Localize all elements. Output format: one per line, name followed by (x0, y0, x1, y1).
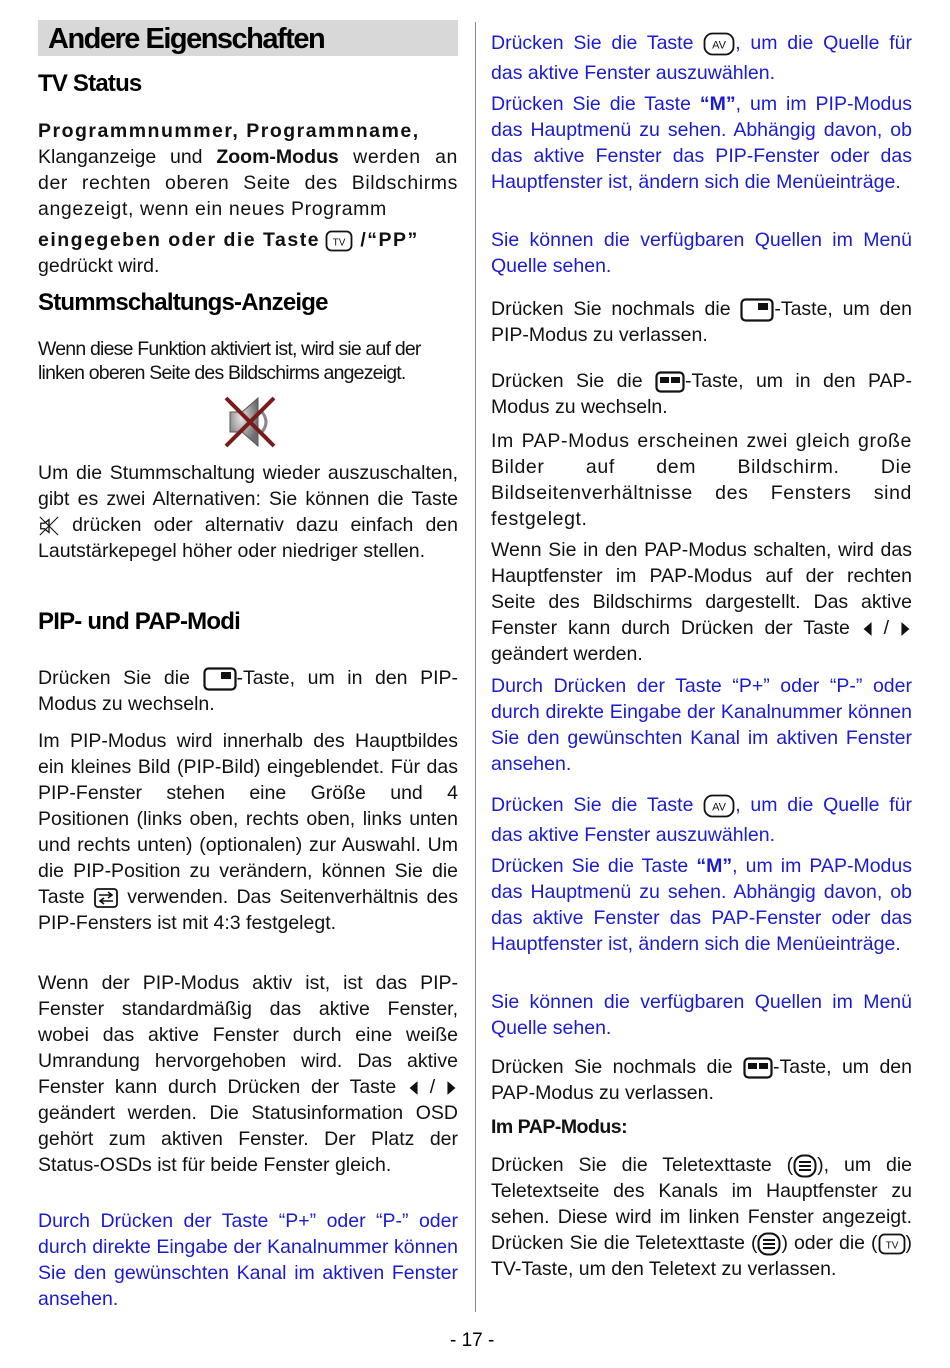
swap-position-icon (93, 888, 119, 908)
left-arrow-icon (407, 1080, 419, 1096)
r5-text-a: Drücken Sie die (491, 370, 643, 392)
r7-text-a: Wenn Sie in den PAP-Modus schalten, wird das Hauptfenster im PAP-Modus auf der rechten Seite des Bildschirms dargestellt. Das aktive Fenster kann durch Drücken der Taste (491, 539, 912, 639)
right-paragraph-12 (491, 1054, 912, 1106)
tv-status-paragraph-1 (38, 118, 458, 222)
r10-text-a: Drücken Sie die Taste (491, 855, 697, 877)
mute-paragraph-1: Wenn diese Funktion aktiviert ist, wird sie auf der linken oberen Seite des Bildschirms angezeigt. (38, 338, 421, 384)
pap-key-icon (655, 371, 685, 393)
r4-text-a: Drücken Sie nochmals die (491, 298, 731, 320)
pip-paragraph-1 (38, 665, 458, 717)
tv-status-rest: gedrückt wird. (38, 255, 160, 277)
mute-paragraph-2 (38, 460, 458, 564)
tv-status-bold-text: Programmnummer, Programmname, (38, 120, 420, 142)
pip-key-icon (740, 298, 774, 322)
pip-key-icon (203, 667, 237, 691)
mute-key-icon (38, 515, 60, 537)
r14-text-a: Drücken Sie die Teletexttaste ( (491, 1154, 794, 1176)
r1-text-a: Drücken Sie die Taste (491, 32, 694, 54)
right-paragraph-7 (491, 537, 912, 667)
slash-text: / (883, 617, 890, 639)
r14-text-b: ), um die Teletextseite des Kanals im Hauptfenster zu sehen. Diese wird im linken Fenster angezeigt. Drücken Sie die Teletexttaste ( (491, 1154, 913, 1254)
mute-text-a: Um die Stummschaltung wieder auszuschalten, gibt es zwei Alternativen: Sie können die Taste (38, 462, 458, 510)
teletext-key-icon (793, 1154, 817, 1178)
pip-text-b: -Taste, um in den PIP-Modus zu wechseln. (38, 667, 459, 715)
pip-paragraph-2 (38, 728, 458, 936)
tv-status-text-a: Klanganzeige und (38, 146, 217, 168)
pip-pap-heading: PIP- und PAP-Modi (38, 608, 240, 635)
av-key-icon (703, 32, 735, 56)
right-paragraph-9 (491, 790, 912, 850)
tv-status-paragraph-2 (38, 227, 458, 279)
right-paragraph-3: Sie können die verfügbaren Quellen im Menü Quelle sehen. (491, 229, 912, 277)
right-paragraph-14 (491, 1152, 912, 1282)
right-arrow-icon (900, 621, 912, 637)
section-title: Andere Eigenschaften (48, 23, 325, 55)
column-divider (475, 22, 476, 1312)
page-number: - 17 - (450, 1330, 495, 1351)
pap-key-icon (743, 1057, 773, 1079)
left-arrow-icon (861, 621, 873, 637)
pip-p3-text-a: Wenn der PIP-Modus aktiv ist, ist das PIP-Fenster standardmäßig das aktive Fenster, wobei das aktive Fenster durch eine weiße Umrandung hervorgehoben wird. Das aktive Fenster kann durch Drücken der Taste (38, 972, 458, 1098)
pip-text-a: Drücken Sie die (38, 667, 190, 689)
pip-paragraph-3 (38, 970, 458, 1178)
mute-indicator-icon (220, 392, 280, 452)
section-title-bar (38, 20, 458, 56)
r9-text-a: Drücken Sie die Taste (491, 794, 694, 816)
right-paragraph-4 (491, 296, 912, 348)
m-key-text: “M” (696, 855, 733, 877)
mute-heading: Stummschaltungs-Anzeige (38, 289, 328, 316)
right-paragraph-10 (491, 853, 912, 957)
right-paragraph-8: Durch Drücken der Taste “P+” oder “P-” oder durch direkte Eingabe der Kanalnummer können Sie den gewünschten Kanal im aktiven Fenster ansehen. (491, 675, 912, 775)
r2-text-b: , um im PIP-Modus das Hauptmenü zu sehen. Abhängig davon, ob das aktive Fenster das PIP-Fenster oder das Hauptfenster ist, ändern sich die Menüeinträge. (491, 93, 912, 193)
tv-status-text-c: werden an der rechten oberen Seite des Bildschirms angezeigt, wenn ein neues Programm (38, 146, 458, 220)
right-paragraph-11: Sie können die verfügbaren Quellen im Menü Quelle sehen. (491, 991, 912, 1039)
r14-text-d: ) TV-Taste, um den Teletext zu verlassen. (491, 1232, 912, 1280)
pip-paragraph-4: Durch Drücken der Taste “P+” oder “P-” oder durch direkte Eingabe der Kanalnummer können Sie den gewünschten Kanal im aktiven Fenster ansehen. (38, 1210, 458, 1310)
r1-text-b: , um die Quelle für das aktive Fenster auszuwählen. (491, 32, 913, 84)
r9-text-b: , um die Quelle für das aktive Fenster auszuwählen. (491, 794, 913, 846)
pip-p2-text-b: verwenden. Das Seitenverhältnis des PIP-Fensters ist mit 4:3 festgelegt. (38, 886, 458, 934)
teletext-key-icon (757, 1232, 781, 1256)
pip-p2-text-a: Im PIP-Modus wird innerhalb des Hauptbildes ein kleines Bild (PIP-Bild) eingeblendet. Für das PIP-Fenster stehen eine Größe und 4 Positionen (links oben, rechts oben, links unten und rechts unten) (optionalen) zur Auswahl. Um die PIP-Position zu verändern, können Sie die Taste (38, 730, 458, 908)
r5-text-b: -Taste, um in den PAP-Modus zu wechseln. (491, 370, 913, 418)
right-paragraph-5 (491, 368, 912, 420)
r12-text-b: -Taste, um den PAP-Modus zu verlassen. (491, 1056, 912, 1104)
tv-key-icon (878, 1233, 906, 1255)
tv-status-bold-2: eingegeben oder die Taste (38, 229, 321, 251)
r10-text-b: , um im PAP-Modus das Hauptmenü zu sehen. Abhängig davon, ob das aktive Fenster das PAP-Fenster oder das Hauptfenster ist, ändern sich die Menüeinträge. (491, 855, 912, 955)
r12-text-a: Drücken Sie nochmals die (491, 1056, 733, 1078)
slash-text: / (429, 1076, 436, 1098)
r14-text-c: ) oder die ( (781, 1232, 878, 1254)
av-key-icon (703, 794, 735, 818)
right-paragraph-6: Im PAP-Modus erscheinen zwei gleich große Bilder auf dem Bildschirm. Die Bildseitenverhältnisse des Fensters sind festgelegt. (491, 430, 912, 530)
tv-status-heading: TV Status (38, 70, 142, 97)
pap-mode-subheading: Im PAP-Modus: (491, 1116, 628, 1138)
m-key-text: “M” (699, 93, 736, 115)
mute-text-b: drücken oder alternativ dazu einfach den Lautstärkepegel höher oder niedriger stellen. (38, 514, 458, 562)
pp-key-text: /“PP” (353, 229, 419, 251)
right-paragraph-2 (491, 91, 912, 195)
r2-text-a: Drücken Sie die Taste (491, 93, 700, 115)
r4-text-b: -Taste, um den PIP-Modus zu verlassen. (491, 298, 912, 346)
pip-p3-text-b: geändert werden. Die Statusinformation OSD gehört zum aktiven Fenster. Der Platz der Status-OSDs ist für beide Fenster gleich. (38, 1102, 458, 1176)
tv-key-icon (325, 230, 353, 252)
right-arrow-icon (446, 1080, 458, 1096)
zoom-mode-text: Zoom-Modus (216, 146, 339, 168)
right-paragraph-1 (491, 28, 912, 88)
r7-text-b: geändert werden. (491, 643, 643, 665)
